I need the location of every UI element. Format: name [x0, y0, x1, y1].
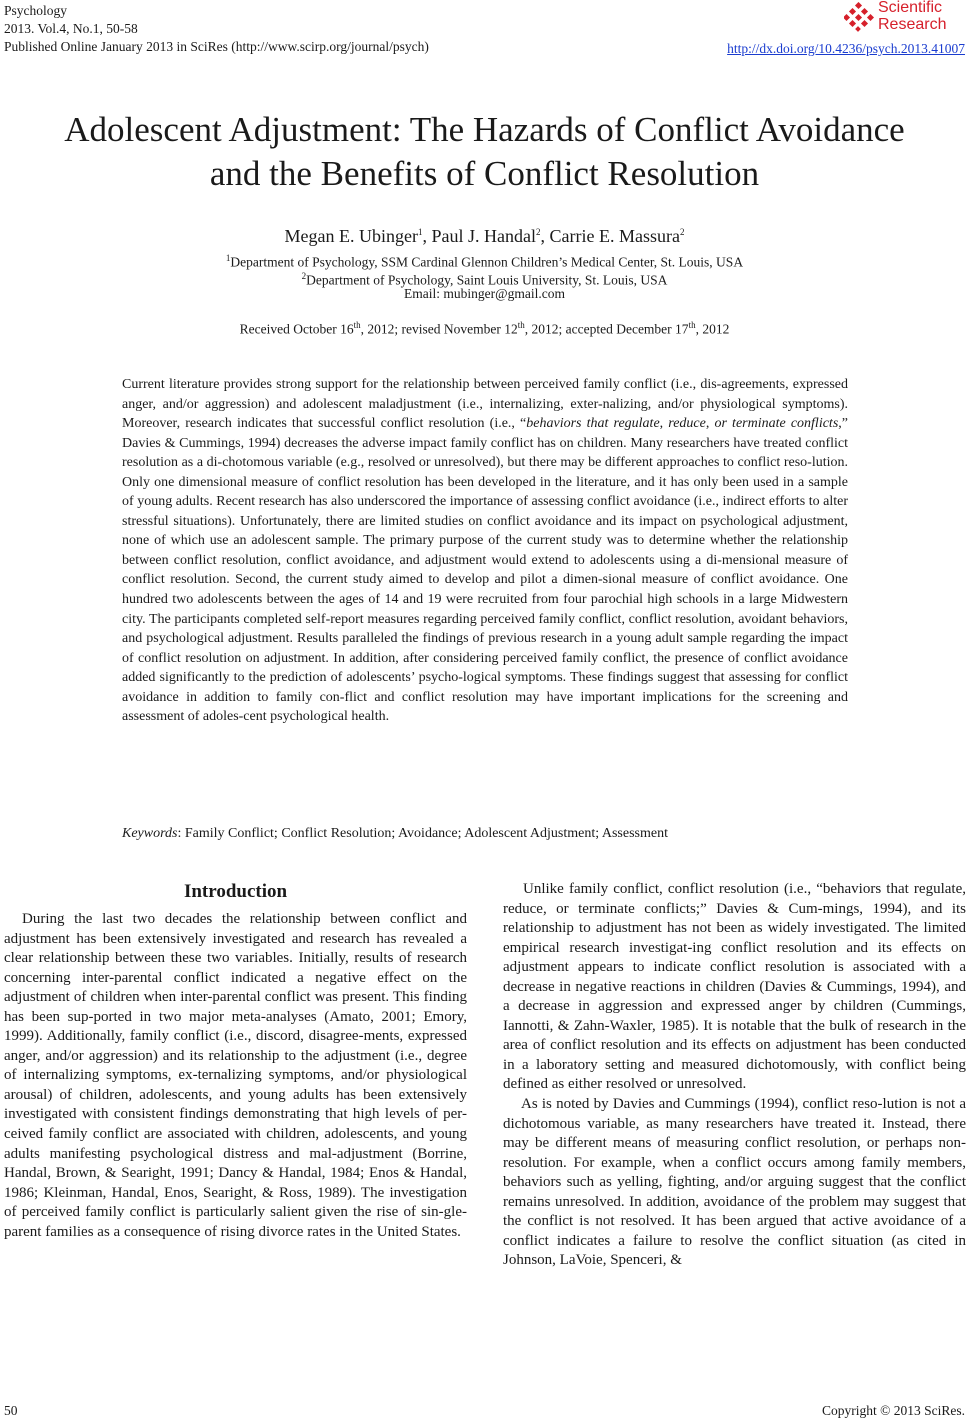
abstract-text: , — [659, 416, 669, 432]
keywords-label: Keywords — [122, 826, 178, 841]
left-column — [4, 880, 467, 1242]
author-list: Megan E. Ubinger$^1$, Paul J. Handal$^2$, Carrie E. Massura$^2$ — [284, 226, 685, 246]
abstract-text: , — [705, 416, 715, 432]
right-column — [503, 880, 966, 1271]
abstract-italic: reduce — [668, 416, 706, 432]
author-email: Email: mubinger@gmail.com — [404, 286, 565, 301]
paragraph: Unlike family conflict, conflict resolution (i.e., “behaviors that regulate, reduce, or terminate conflicts;” Davies & Cum-mings, 1994), and its relationship to adjustment has not been as widely investigated. The limited empirical research investigat-ing conflict resolution and its effects on adjustment appears to indicate conflict resolution is associated with a decrease in negative reactions in children (Davies & Cummings, 1994), and a decrease in aggression and expressed anger by children (Cummings, Iannotti, & Zahn-Waxler, 1985). It is notable that the bulk of research in the area of conflict resolution and its effects on adjustment has been conducted in a laboratory setting and measured dichotomously, with conflict being defined as either resolved or unresolved. — [503, 881, 966, 1093]
keywords-list: : Family Conflict; Conflict Resolution; Avoidance; Adolescent Adjustment; Assessment — [177, 826, 668, 841]
logo-text — [878, 0, 946, 33]
journal-header — [4, 2, 429, 56]
ordinal-suffix: th — [517, 320, 525, 330]
author-name: Paul J. Handal — [431, 226, 536, 246]
doi-container — [727, 40, 965, 58]
journal-volume: 2013. Vol.4, No.1, 50-58 — [4, 21, 138, 36]
copyright-notice: Copyright © 2013 SciRes. — [821, 1403, 965, 1418]
affiliation-mark: 2 — [301, 271, 307, 281]
section-heading: Introduction — [183, 881, 288, 902]
abstract-italic: behaviors that regulate — [526, 416, 660, 432]
page-number: 50 — [4, 1403, 18, 1418]
accepted-year: , 2012 — [695, 321, 730, 337]
logo-line-2: Research — [878, 16, 947, 33]
keywords — [122, 826, 668, 842]
author-name: Megan E. Ubinger — [284, 226, 418, 246]
abstract — [122, 375, 848, 727]
author-affiliation-mark: 2 — [679, 227, 685, 237]
received-date: Received October 16 — [239, 321, 354, 337]
title-line-2: and the Benefits of Conflict Resolution — [209, 154, 760, 193]
affiliation-text: Department of Psychology, Saint Louis University, St. Louis, USA — [306, 272, 668, 288]
revised-date: , 2012; revised November 12 — [360, 321, 518, 337]
abstract-text: ,” Davies & Cummings, 1994) decreases the adverse impact family conflict has on children. Many researchers have treated conflict resolution as a di-chotomous variable (e.g., resolved or unresolved), but there may be different approaches to conflict reso-lution. Only one dimensional measure of conflict resolution has been developed in the literature, and it has only been used in a sample of young adults. Recent research has also underscored the importance of assessing conflict avoidance (i.e., indirect efforts to alter stressful situations). Unfortunately, there are limited studies on conflict avoidance and its impact on psychological adjustment, none of which use an adolescent sample. The primary purpose of the current study was to determine whether the relationship between conflict resolution, conflict avoidance, and adjustment would extend to adolescents using a di-mensional measure of conflict resolution. Second, the current study aimed to develop and pilot a dimen-sional measure of conflict avoidance. One hundred two adolescents between the ages of 14 and 19 were recruited from four parochial high schools in a large Midwestern city. The participants completed self-report measures regarding perceived family conflict, conflict resolution, avoidant behaviors, and psychological adjustment. Results paralleled the findings of previous research in a young adult sample regarding the impact of conflict resolution on adjustment. In addition, after considering perceived family conflict, the presence of conflict avoidance added significantly to the prediction of adolescents’ psycho-logical symptoms. These findings suggest that assessing for conflict avoidance in addition to family con-flict and conflict resolution may have important implications for the screening and assessment of adoles-cent psychological health. — [122, 416, 848, 725]
publication-note: Published Online January 2013 in SciRes (http://www.scirp.org/journal/psych) — [4, 39, 429, 54]
title-line-1: Adolescent Adjustment: The Hazards of Conflict Avoidance — [64, 110, 905, 149]
paragraph: During the last two decades the relationship between conflict and adjustment has been extensively investigated and research has revealed a clear relationship between these two variables. Initially, results of research concerning inter-parental conflict indicated a negative effect on the adjustment of children when inter-parental conflict was present. This finding has been sup-ported in two major meta-analyses (Amato, 2001; Emory, 1999). Additionally, family conflict (i.e., discord, disagree-ments, expressed anger, and/or aggression) and its relationship to the adjustment (i.e., degree of internalizing symptoms, ex-ternalizing symptoms, and/or physiological arousal) of children, adolescents, and young adults has been extensively investigated with consistent findings demonstrating that high levels of per-ceived family conflict are associated with children, adolescents, and young adults manifesting psychological distress and mal-adjustment (Borrine, Handal, Brown, & Searight, 1991; Dancy & Handal, 1984; Enos & Handal, 1986; Kleinman, Handal, Enos, Searight, & Ross, 1989). The investigation of perceived family conflict is particularly salient given the rise of sin-gle-parent families as a consequence of rising divorce rates in the United States. — [4, 911, 467, 1240]
author-name: Carrie E. Massura — [549, 226, 680, 246]
journal-name: Psychology — [4, 3, 68, 18]
accepted-date: , 2012; accepted December 17 — [524, 321, 689, 337]
author-affiliation-mark: 1 — [418, 227, 423, 237]
affiliation-mark: 1 — [225, 253, 231, 263]
paragraph: As is noted by Davies and Cummings (1994), conflict reso-lution is not a dichotomous variable, as many researchers have treated it. Instead, there may be different means of measuring conflict resolution, or perhaps non-resolution. For example, when a conflict occurs among family members, behaviors such as yelling, fighting, and/or arguing suggest that the conflict remains unresolved. In addition, avoidance of the problem may suggest that the conflict is not resolved. It has been argued that active avoidance of a conflict indicates a failure to resolve the conflict situation (as cited in Johnson, LaVoie, Spenceri, & — [503, 1096, 966, 1269]
doi-link[interactable]: http://dx.doi.org/10.4236/psych.2013.41007 — [727, 41, 965, 56]
ordinal-suffix: th — [688, 320, 696, 330]
logo-diamond-icon — [844, 2, 874, 32]
author-affiliation-mark: 2 — [535, 227, 541, 237]
paper-title — [0, 108, 969, 196]
ordinal-suffix: th — [353, 320, 361, 330]
affiliation-text: Department of Psychology, SSM Cardinal Glennon Children’s Medical Center, St. Louis, USA — [230, 254, 744, 270]
received-dates — [0, 320, 969, 338]
abstract-italic: or terminate conflicts — [714, 416, 839, 432]
logo-line-1: Scientific — [878, 0, 943, 16]
abstract-text: Current literature provides strong support for the relationship between perceived family conflict (i.e., dis-agreements, expressed anger, and/or aggression) and adolescent maladjustment (i.e., internalizing, exter-nalizing, and/or physiological symptoms). Moreover, research indicates that successful conflict resolution (i.e., “ — [122, 377, 848, 432]
scientific-research-logo — [844, 0, 964, 36]
